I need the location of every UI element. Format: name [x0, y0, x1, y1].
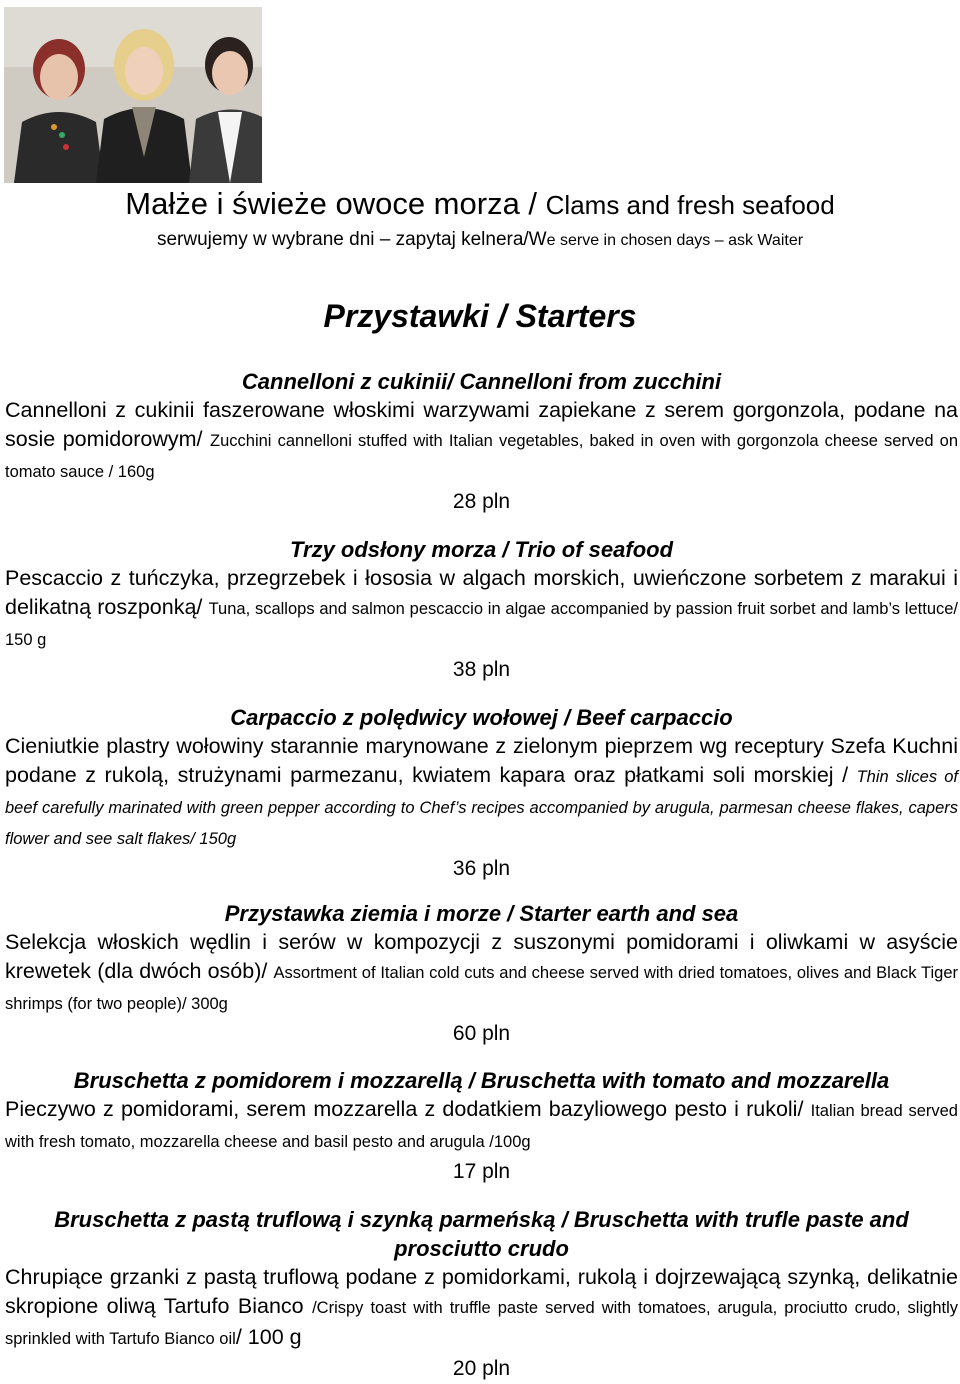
- item-description: [5, 396, 958, 487]
- item-title: Bruschetta z pastą truflową i szynką parmeńską / Bruschetta with trufle paste and prosciutto crudo: [54, 1207, 909, 1261]
- header-photo: [4, 7, 262, 183]
- note-pl: serwujemy w wybrane dni – zapytaj kelnera/W: [156, 229, 547, 250]
- page-subtitle: [0, 229, 960, 251]
- desc-pl: Cannelloni z cukinii faszerowane włoskimi warzywami zapiekane z serem gorgonzola, podane na sosie pomidorowym/: [5, 398, 958, 451]
- item-description: [5, 732, 958, 854]
- desc-weight: / 100 g: [235, 1325, 302, 1349]
- item-title: Cannelloni z cukinii/ Cannelloni from zucchini: [241, 369, 722, 394]
- item-price: 60 pln: [452, 1022, 511, 1045]
- chefs-photo: [4, 7, 262, 183]
- desc-en: Thin slices of beef carefully marinated with green pepper according to Chef’s recipes accompanied by arugula, parmesan cheese flakes, capers flower and see salt flakes/ 150g: [5, 768, 958, 848]
- desc-pl: Pescaccio z tuńczyka, przegrzebek i łososia w algach morskich, uwieńczone sorbetem z marakui i delikatną roszponką/: [5, 566, 958, 619]
- section-title: Przystawki / Starters: [323, 298, 637, 334]
- desc-en: /Crispy toast with truffle paste served with tomatoes, arugula, prociutto crudo, slightly sprinkled with Tartufo Bianco oil: [5, 1299, 958, 1348]
- item-title: Trzy odsłony morza / Trio of seafood: [289, 537, 674, 562]
- item-title: Carpaccio z polędwicy wołowej / Beef carpaccio: [230, 705, 733, 730]
- title-pl: Małże i świeże owoce morza /: [125, 186, 546, 221]
- desc-pl: Selekcja włoskich wędlin i serów w kompozycji z suszonymi pomidorami i oliwkami w asyście krewetek (dla dwóch osób)/: [5, 930, 958, 983]
- item-price: 38 pln: [452, 658, 511, 681]
- note-en: e serve in chosen days – ask Waiter: [546, 232, 804, 249]
- desc-en: Zucchini cannelloni stuffed with Italian vegetables, baked in oven with gorgonzola cheese served on tomato sauce / 160g: [5, 432, 958, 481]
- item-description: [5, 928, 958, 1019]
- desc-pl: Chrupiące grzanki z pastą truflową podane z pomidorkami, rukolą i dojrzewającą szynką, delikatnie skropione oliwą Tartufo Bianco: [5, 1265, 958, 1318]
- page-title: [0, 186, 960, 222]
- menu-item: [5, 1205, 958, 1384]
- menu-item: [5, 367, 958, 517]
- menu-item: [5, 1066, 958, 1187]
- desc-pl: Pieczywo z pomidorami, serem mozzarella z dodatkiem bazyliowego pesto i rukoli/: [5, 1097, 811, 1121]
- desc-en: Assortment of Italian cold cuts and cheese served with dried tomatoes, olives and Black Tiger shrimps (for two people)/ 300g: [5, 964, 958, 1013]
- item-title: Bruschetta z pomidorem i mozzarellą / Bruschetta with tomato and mozzarella: [73, 1068, 890, 1093]
- item-description: [5, 564, 958, 655]
- item-price: 17 pln: [452, 1160, 511, 1183]
- item-title: Przystawka ziemia i morze / Starter earth and sea: [224, 901, 739, 926]
- item-description: [5, 1095, 958, 1157]
- item-price: 28 pln: [452, 490, 511, 513]
- desc-en: Tuna, scallops and salmon pescaccio in algae accompanied by passion fruit sorbet and lamb’s lettuce/ 150 g: [5, 600, 959, 649]
- title-en: Clams and fresh seafood: [545, 190, 835, 220]
- item-description: [5, 1263, 958, 1354]
- desc-pl: Cieniutkie plastry wołowiny starannie marynowane z zielonym pieprzem wg receptury Szefa Kuchni podane z rukolą, strużynami parmezanu, kwiatem kapara oraz płatkami soli morskiej /: [5, 734, 958, 787]
- item-price: 20 pln: [452, 1357, 511, 1380]
- desc-en: Italian bread served with fresh tomato, mozzarella cheese and basil pesto and arugula /100g: [5, 1102, 958, 1151]
- menu-item: [5, 899, 958, 1049]
- menu-item: [5, 535, 958, 685]
- menu-item: [5, 703, 958, 884]
- item-price: 36 pln: [452, 857, 511, 880]
